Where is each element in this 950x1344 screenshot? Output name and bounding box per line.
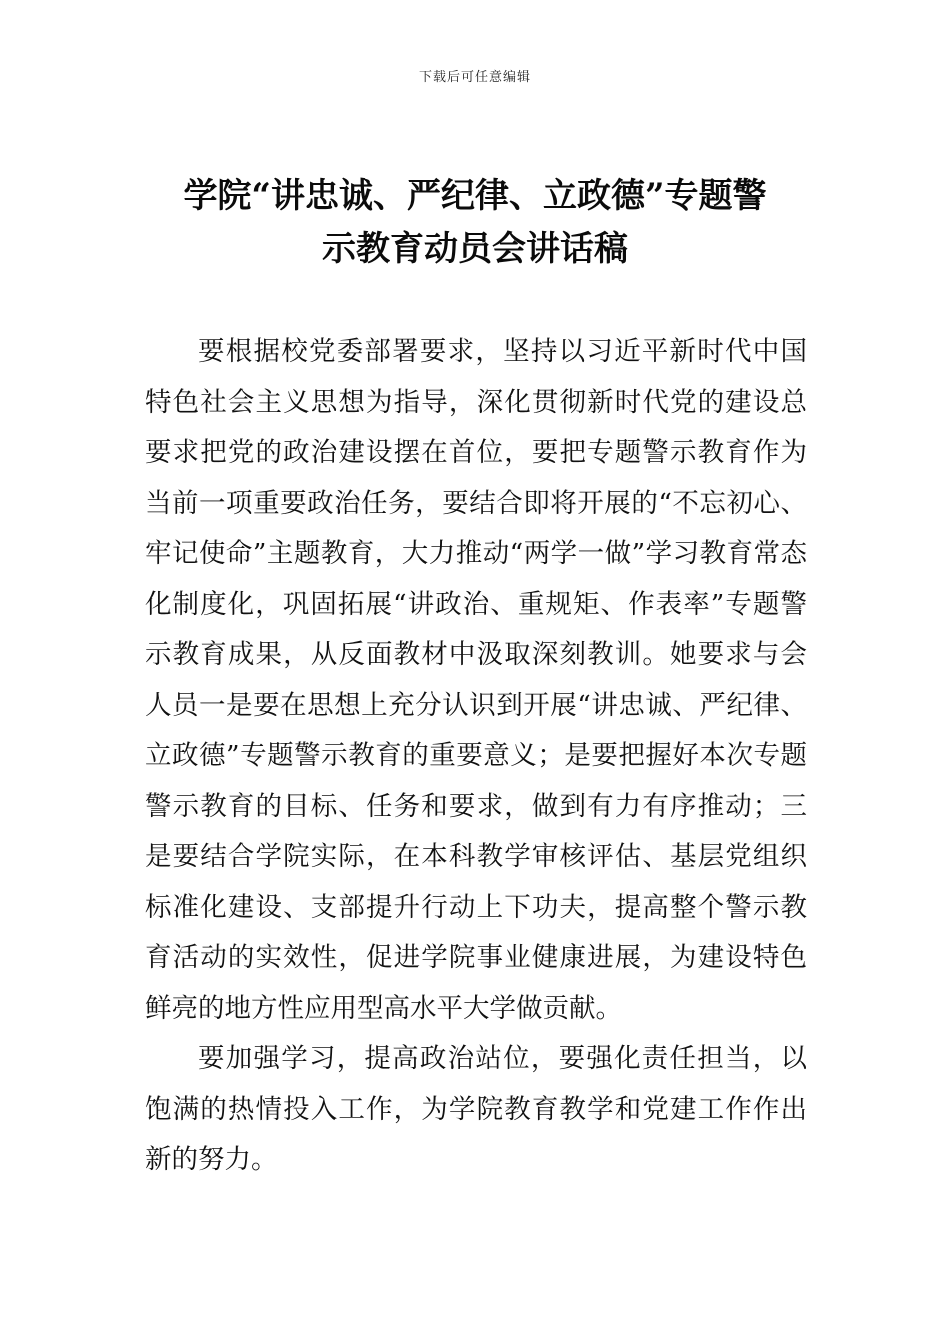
document-title (140, 170, 810, 276)
document-title-line-1: 学院“讲忠诚、严纪律、立政德”专题警 (183, 176, 767, 216)
document-title-line-2: 示教育动员会讲话稿 (322, 229, 628, 269)
page-header-note: 下载后可任意编辑 (418, 70, 531, 85)
document-body (145, 327, 807, 1186)
body-paragraph-1: 要根据校党委部署要求，坚持以习近平新时代中国特色社会主义思想为指导，深化贯彻新时代党的建设总要求把党的政治建设摆在首位，要把专题警示教育作为当前一项重要政治任务，要结合即将开展的“不忘初心、牢记使命”主题教育，大力推动“两学一做”学习教育常态化制度化，巩固拓展“讲政治、重规矩、作表率”专题警示教育成果，从反面教材中汲取深刻教训。她要求与会人员一是要在思想上充分认识到开展“讲忠诚、严纪律、立政德”专题警示教育的重要意义；是要把握好本次专题警示教育的目标、任务和要求，做到有力有序推动；三是要结合学院实际，在本科教学审核评估、基层党组织标准化建设、支部提升行动上下功夫，提高整个警示教育活动的实效性，促进学院事业健康进展，为建设特色鲜亮的地方性应用型高水平大学做贡献。 (145, 336, 807, 1024)
body-paragraph-2: 要加强学习，提高政治站位，要强化责任担当，以饱满的热情投入工作，为学院教育教学和党建工作作出新的努力。 (145, 1043, 807, 1175)
